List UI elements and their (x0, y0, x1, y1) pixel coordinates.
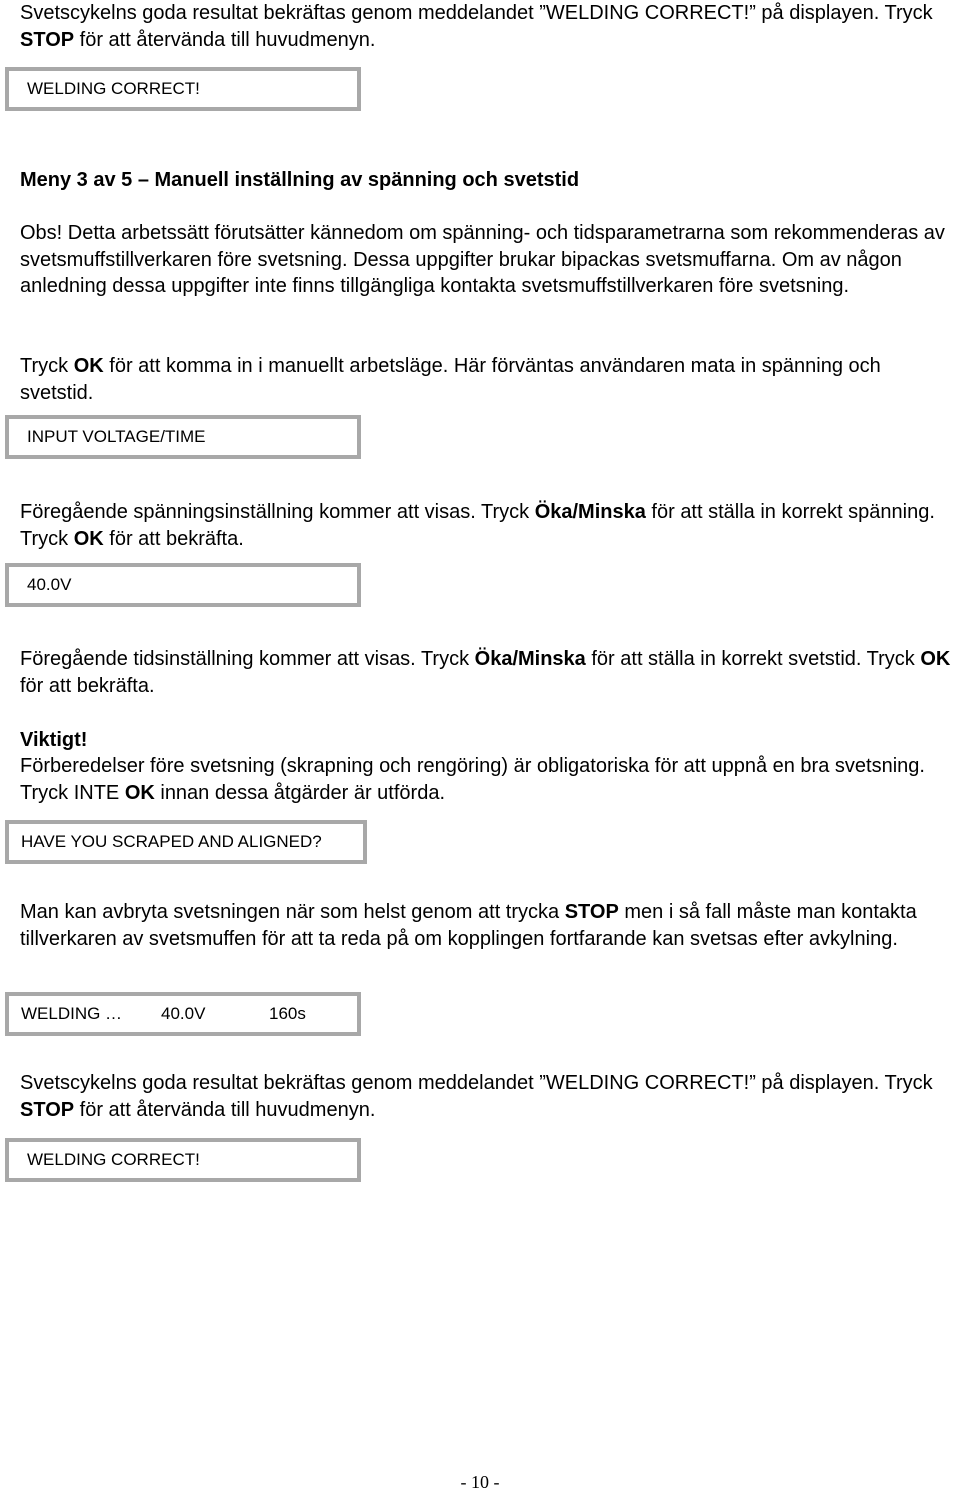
text: för att komma in i manuellt arbetsläge. Här förväntas användaren mata in spänning och svetstid. (20, 355, 881, 404)
display-text: WELDING CORRECT! (27, 79, 200, 98)
display-welding-progress (5, 992, 361, 1036)
text: Man kan avbryta svetsningen när som helst genom att trycka (20, 901, 565, 923)
text: Förberedelser före svetsning (skrapning och rengöring) är obligatoriska för att uppnå en bra svetsning. Tryck INTE (20, 755, 925, 804)
display-text: HAVE YOU SCRAPED AND ALIGNED? (21, 832, 322, 851)
text: för att ställa in korrekt svetstid. Tryck (585, 648, 921, 670)
key-stop: STOP (20, 1098, 75, 1121)
key-ok: OK (73, 355, 104, 377)
display-scraped-aligned (5, 820, 367, 864)
display-text: WELDING CORRECT! (27, 1150, 200, 1169)
text: Tryck (20, 355, 74, 377)
paragraph-welding-result-top (20, 0, 956, 53)
text: Föregående spänningsinställning kommer att visas. Tryck (20, 501, 535, 523)
display-text: INPUT VOLTAGE/TIME (27, 427, 206, 446)
key-increase-decrease: Öka/Minska (534, 501, 646, 523)
text: för att återvända till huvudmenyn. (74, 28, 376, 51)
section-heading-menu-3: Meny 3 av 5 – Manuell inställning av spänning och svetstid (20, 169, 580, 191)
key-ok: OK (73, 527, 104, 550)
text: Svetscykelns goda resultat bekräftas genom meddelandet ”WELDING CORRECT!” på displayen. Tryck (20, 1072, 933, 1094)
paragraph-voltage-setting (20, 499, 956, 552)
display-welding-correct-bottom (5, 1138, 361, 1182)
text: för att återvända till huvudmenyn. (74, 1098, 376, 1121)
key-stop: STOP (20, 28, 75, 51)
welding-time: 160s (269, 1004, 306, 1023)
text: Svetscykelns goda resultat bekräftas genom meddelandet ”WELDING CORRECT!” på displayen. Tryck (20, 2, 933, 24)
paragraph-important (20, 753, 956, 806)
paragraph-manual-mode (20, 353, 956, 406)
welding-voltage: 40.0V (161, 1004, 206, 1023)
text: men i så fall måste man kontakta tillverkaren av svetsmuffen för att ta reda på om kopplingen fortfarande kan svetsas efter avkylning. (20, 901, 917, 950)
important-label: Viktigt! (20, 729, 88, 751)
paragraph-time-setting (20, 646, 956, 699)
paragraph-abort (20, 899, 956, 952)
key-increase-decrease: Öka/Minska (474, 648, 586, 670)
text: för att ställa in korrekt spänning. Tryck (20, 501, 935, 550)
key-ok: OK (124, 781, 155, 804)
text: Föregående tidsinställning kommer att visas. Tryck (20, 648, 475, 670)
display-input-voltage-time (5, 415, 361, 459)
text: för att bekräfta. (103, 527, 244, 550)
paragraph-obs: Obs! Detta arbetssätt förutsätter kännedom om spänning- och tidsparametrarna som rekommenderas av svetsmuffstillverkaren före svetsning. Dessa uppgifter brukar bipackas svetsmuffarna. Om av någon anledning dessa uppgifter inte finns tillgängliga kontakta svetsmuffstillverkaren före svetsning. (20, 222, 945, 297)
text: för att bekräfta. (20, 674, 155, 697)
page-number: - 10 - (460, 1472, 500, 1492)
key-stop: STOP (564, 901, 619, 923)
display-voltage (5, 563, 361, 607)
welding-status: WELDING … (21, 1004, 123, 1023)
display-text: 40.0V (27, 575, 72, 594)
key-ok: OK (920, 648, 951, 670)
paragraph-welding-result-bottom (20, 1070, 956, 1123)
display-welding-correct-top (5, 67, 361, 111)
text: innan dessa åtgärder är utförda. (154, 781, 445, 804)
